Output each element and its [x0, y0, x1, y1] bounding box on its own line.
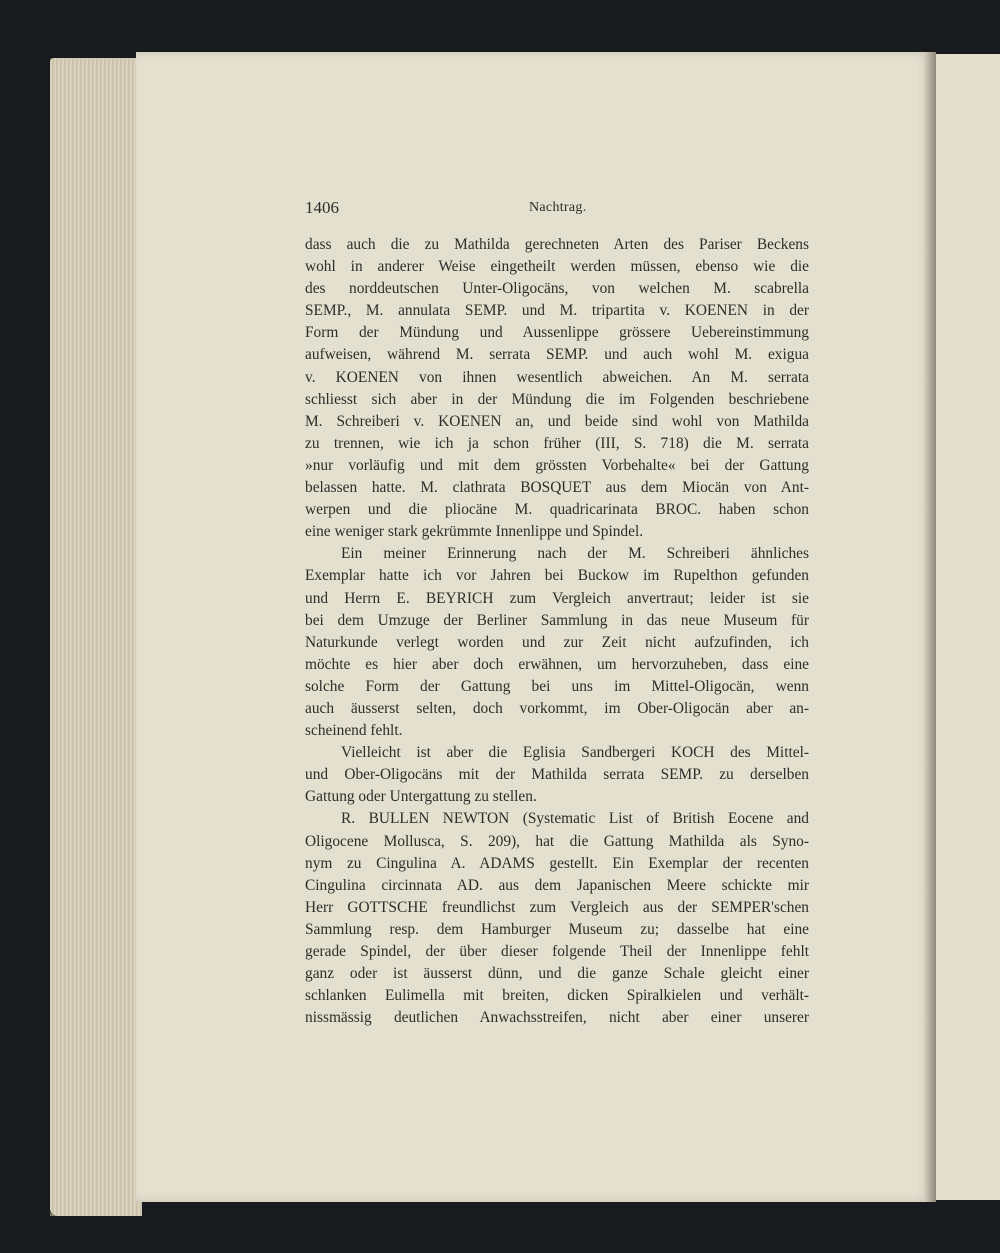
text-line: Vielleicht ist aber die Eglisia Sandbergeri KOCH des Mittel- — [341, 744, 809, 762]
text-line: scheinend fehlt. — [305, 722, 403, 740]
text-line: Cingulina circinnata AD. aus dem Japanischen Meere schickte mir — [305, 876, 809, 894]
text-line: R. BULLEN NEWTON (Systematic List of British Eocene and — [341, 810, 809, 828]
text-line: Exemplar hatte ich vor Jahren bei Buckow im Rupelthon gefunden — [305, 567, 809, 585]
text-line: ganz oder ist äusserst dünn, und die ganze Schale gleicht einer — [305, 965, 809, 983]
paragraph — [305, 543, 809, 742]
text-line: Form der Mündung und Aussenlippe grössere Uebereinstimmung — [305, 324, 809, 342]
book-page-right-sliver — [936, 54, 1000, 1200]
text-line: dass auch die zu Mathilda gerechneten Arten des Pariser Beckens — [305, 236, 809, 253]
text-line: nym zu Cingulina A. ADAMS gestellt. Ein Exemplar der recenten — [305, 854, 809, 872]
text-line: Herr GOTTSCHE freundlichst zum Vergleich aus der SEMPER'schen — [305, 898, 809, 916]
text-line: Ein meiner Erinnerung nach der M. Schreiberi ähnliches — [341, 545, 809, 563]
text-line: eine weniger stark gekrümmte Innenlippe und Spindel. — [305, 523, 644, 541]
paragraph — [305, 808, 809, 1029]
text-line: auch äusserst selten, doch vorkommt, im Ober-Oligocän aber an- — [305, 699, 809, 717]
text-line: schlanken Eulimella mit breiten, dicken Spiralkielen und verhält- — [305, 987, 809, 1005]
text-line: schliesst sich aber in der Mündung die im Folgenden beschriebene — [305, 390, 809, 408]
text-line: Sammlung resp. dem Hamburger Museum zu; dasselbe hat eine — [305, 920, 809, 938]
text-line: solche Form der Gattung bei uns im Mittel-Oligocän, wenn — [305, 677, 809, 695]
text-line: werpen und die pliocäne M. quadricarinata BROC. haben schon — [305, 501, 809, 519]
page-number: 1406 — [305, 198, 339, 217]
text-line: nissmässig deutlichen Anwachsstreifen, nicht aber einer unserer — [305, 1009, 809, 1027]
page-text-body — [305, 234, 809, 1029]
paragraph — [305, 234, 809, 543]
text-line: und Ober-Oligocäns mit der Mathilda serrata SEMP. zu derselben — [305, 766, 809, 784]
text-line: und Herrn E. BEYRICH zum Vergleich anvertraut; leider ist sie — [305, 589, 809, 607]
running-head — [305, 198, 809, 222]
paragraph — [305, 742, 809, 808]
page-stack-edge — [50, 58, 142, 1216]
text-line: möchte es hier aber doch erwähnen, um hervorzuheben, dass eine — [305, 655, 809, 673]
text-line: v. KOENEN von ihnen wesentlich abweichen. An M. serrata — [305, 368, 809, 386]
text-line: aufweisen, während M. serrata SEMP. und auch wohl M. exigua — [305, 346, 809, 364]
text-line: gerade Spindel, der über dieser folgende Theil der Innenlippe fehlt — [305, 943, 809, 960]
text-line: SEMP., M. annulata SEMP. und M. tripartita v. KOENEN in der — [305, 302, 809, 320]
running-head-title: Nachtrag. — [529, 200, 587, 215]
text-line: »nur vorläufig und mit dem grössten Vorbehalte« bei der Gattung — [305, 456, 809, 474]
text-line: M. Schreiberi v. KOENEN an, und beide sind wohl von Mathilda — [305, 412, 809, 430]
text-line: zu trennen, wie ich ja schon früher (III, S. 718) die M. serrata — [305, 434, 809, 452]
text-line: bei dem Umzuge der Berliner Sammlung in das neue Museum für — [305, 611, 809, 629]
text-line: des norddeutschen Unter-Oligocäns, von welchen M. scabrella — [305, 280, 809, 298]
text-line: Naturkunde verlegt worden und zur Zeit nicht aufzufinden, ich — [305, 633, 809, 651]
text-line: Oligocene Mollusca, S. 209), hat die Gattung Mathilda als Syno- — [305, 832, 809, 850]
text-line: belassen hatte. M. clathrata BOSQUET aus dem Miocän von Ant- — [305, 479, 809, 497]
text-line: Gattung oder Untergattung zu stellen. — [305, 788, 537, 806]
text-line: wohl in anderer Weise eingetheilt werden müssen, ebenso wie die — [305, 258, 809, 276]
book-gutter — [924, 52, 936, 1202]
